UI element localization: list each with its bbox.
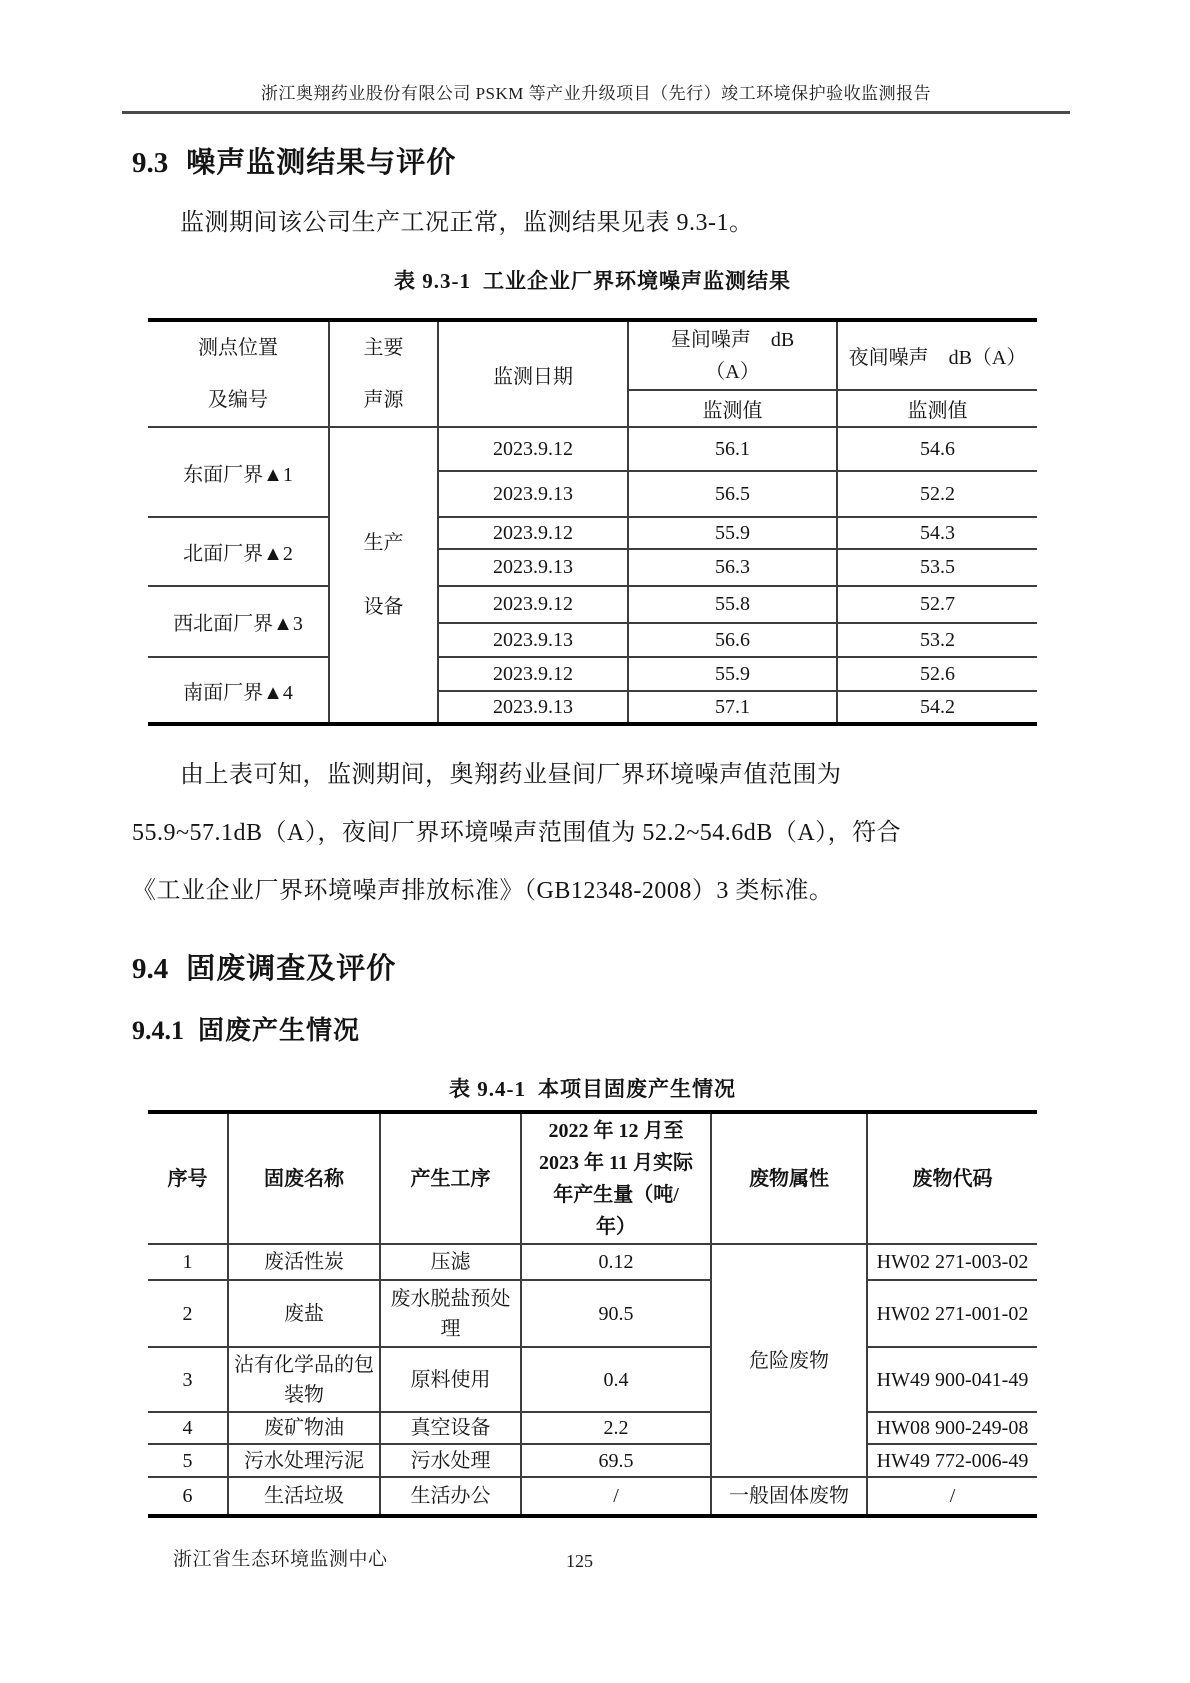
section-9-4-1-heading <box>132 1016 1070 1046</box>
section-title: 噪声监测结果与评价 <box>186 147 457 179</box>
date-cell: 2023.9.12 <box>438 427 628 471</box>
summary-line: 《工业企业厂界环境噪声排放标准》（GB12348-2008）3 类标准。 <box>132 878 834 904</box>
header-cell-day-noise <box>628 320 837 390</box>
section-9-3-heading <box>132 146 1070 180</box>
header-line: 2023 年 11 月实际 <box>539 1151 693 1174</box>
night-value-cell: 54.3 <box>837 517 1037 549</box>
waste-name-cell: 污水处理污泥 <box>228 1444 380 1477</box>
source-line: 设备 <box>363 596 404 618</box>
header-line: 测点位置 <box>198 337 278 359</box>
waste-name-cell: 生活垃圾 <box>228 1477 380 1516</box>
section-9-3-intro-paragraph: 监测期间该公司生产工况正常，监测结果见表 9.3-1。 <box>180 210 754 236</box>
date-cell: 2023.9.13 <box>438 549 628 586</box>
header-rule <box>122 111 1070 114</box>
section-title: 固废产生情况 <box>198 1016 361 1045</box>
date-cell: 2023.9.12 <box>438 586 628 623</box>
header-cell-night-value: 监测值 <box>837 390 1037 427</box>
header-cell-night-noise: 夜间噪声 dB（A） <box>837 320 1037 390</box>
location-cell: 北面厂界▲2 <box>148 517 329 586</box>
header-line: 昼间噪声 dB <box>670 328 795 351</box>
quantity-cell: 0.4 <box>521 1347 711 1412</box>
table-caption-number: 表 9.4-1 <box>449 1077 526 1101</box>
section-title: 固废调查及评价 <box>186 953 397 985</box>
code-cell: HW49 900-041-49 <box>867 1347 1037 1412</box>
noise-summary-paragraph <box>132 746 1070 920</box>
quantity-cell: 69.5 <box>521 1444 711 1477</box>
table-row <box>148 1244 1037 1280</box>
table-row <box>148 1412 1037 1444</box>
noise-monitoring-table <box>148 318 1037 726</box>
section-9-4-heading <box>132 952 1070 986</box>
table-caption-title: 本项目固废产生情况 <box>538 1077 736 1101</box>
code-cell: / <box>867 1477 1037 1516</box>
header-cell-attribute: 废物属性 <box>711 1112 867 1244</box>
solid-waste-table <box>148 1110 1037 1518</box>
summary-line: 由上表可知，监测期间，奥翔药业昼间厂界环境噪声值范围为 <box>180 762 842 788</box>
quantity-cell: 90.5 <box>521 1280 711 1347</box>
header-cell-main-source <box>329 320 438 427</box>
index-cell: 5 <box>148 1444 228 1477</box>
process-cell: 原料使用 <box>380 1347 521 1412</box>
process-cell: 废水脱盐预处理 <box>380 1280 521 1347</box>
day-value-cell: 57.1 <box>628 691 837 724</box>
table-caption-title: 工业企业厂界环境噪声监测结果 <box>483 269 791 293</box>
header-cell-process: 产生工序 <box>380 1112 521 1244</box>
section-number: 9.4 <box>132 953 169 985</box>
table-row <box>148 1280 1037 1347</box>
header-line: 年） <box>596 1215 636 1238</box>
code-cell: HW08 900-249-08 <box>867 1412 1037 1444</box>
noise-table-caption <box>148 268 1037 294</box>
summary-line: 55.9~57.1dB（A），夜间厂界环境噪声范围值为 52.2~54.6dB（A），符合 <box>132 820 902 846</box>
header-line: （A） <box>705 360 760 383</box>
header-cell-day-value: 监测值 <box>628 390 837 427</box>
waste-name-cell: 废矿物油 <box>228 1412 380 1444</box>
waste-name-cell: 沾有化学品的包装物 <box>228 1347 380 1412</box>
day-value-cell: 55.8 <box>628 586 837 623</box>
page-header-title: 浙江奥翔药业股份有限公司 PSKM 等产业升级项目（先行）竣工环境保护验收监测报告 <box>260 84 932 103</box>
table-row <box>148 1347 1037 1412</box>
header-line: 及编号 <box>208 389 268 411</box>
waste-name-cell: 废盐 <box>228 1280 380 1347</box>
quantity-cell: / <box>521 1477 711 1516</box>
night-value-cell: 54.6 <box>837 427 1037 471</box>
header-cell-code: 废物代码 <box>867 1112 1037 1244</box>
header-line: 声源 <box>363 389 404 411</box>
header-line: 主要 <box>363 337 404 359</box>
waste-table-caption <box>148 1076 1037 1102</box>
process-cell: 污水处理 <box>380 1444 521 1477</box>
index-cell: 3 <box>148 1347 228 1412</box>
quantity-cell: 0.12 <box>521 1244 711 1280</box>
night-value-cell: 52.6 <box>837 657 1037 691</box>
location-cell: 西北面厂界▲3 <box>148 586 329 657</box>
night-value-cell: 54.2 <box>837 691 1037 724</box>
location-cell: 南面厂界▲4 <box>148 657 329 724</box>
day-value-cell: 56.6 <box>628 623 837 657</box>
table-row <box>148 1444 1037 1477</box>
code-cell: HW49 772-006-49 <box>867 1444 1037 1477</box>
footer-organization: 浙江省生态环境监测中心 <box>173 1549 388 1570</box>
table-header-row <box>148 1112 1037 1244</box>
footer-page-number: 125 <box>566 1551 593 1571</box>
section-number: 9.4.1 <box>132 1016 184 1045</box>
night-value-cell: 53.2 <box>837 623 1037 657</box>
process-cell: 真空设备 <box>380 1412 521 1444</box>
date-cell: 2023.9.13 <box>438 691 628 724</box>
source-line: 生产 <box>363 532 404 554</box>
header-cell-annual-quantity <box>521 1112 711 1244</box>
process-cell: 生活办公 <box>380 1477 521 1516</box>
table-row <box>148 657 1037 691</box>
date-cell: 2023.9.12 <box>438 657 628 691</box>
header-cell-date: 监测日期 <box>438 320 628 427</box>
header-cell-location <box>148 320 329 427</box>
table-caption-number: 表 9.3-1 <box>394 269 471 293</box>
main-source-cell <box>329 427 438 724</box>
index-cell: 4 <box>148 1412 228 1444</box>
header-line: 2022 年 12 月至 <box>548 1119 684 1142</box>
attribute-cell-general: 一般固体废物 <box>711 1477 867 1516</box>
day-value-cell: 55.9 <box>628 517 837 549</box>
process-cell: 压滤 <box>380 1244 521 1280</box>
code-cell: HW02 271-001-02 <box>867 1280 1037 1347</box>
day-value-cell: 56.1 <box>628 427 837 471</box>
quantity-cell: 2.2 <box>521 1412 711 1444</box>
section-number: 9.3 <box>132 147 169 179</box>
night-value-cell: 52.2 <box>837 471 1037 517</box>
night-value-cell: 53.5 <box>837 549 1037 586</box>
table-row <box>148 586 1037 623</box>
date-cell: 2023.9.12 <box>438 517 628 549</box>
attribute-cell-hazardous: 危险废物 <box>711 1244 867 1477</box>
header-line: 年产生量（吨/ <box>553 1183 679 1206</box>
index-cell: 1 <box>148 1244 228 1280</box>
table-row <box>148 427 1037 471</box>
table-row <box>148 517 1037 549</box>
header-cell-index: 序号 <box>148 1112 228 1244</box>
day-value-cell: 55.9 <box>628 657 837 691</box>
table-row <box>148 1477 1037 1516</box>
index-cell: 2 <box>148 1280 228 1347</box>
night-value-cell: 52.7 <box>837 586 1037 623</box>
code-cell: HW02 271-003-02 <box>867 1244 1037 1280</box>
day-value-cell: 56.5 <box>628 471 837 517</box>
date-cell: 2023.9.13 <box>438 623 628 657</box>
date-cell: 2023.9.13 <box>438 471 628 517</box>
index-cell: 6 <box>148 1477 228 1516</box>
location-cell: 东面厂界▲1 <box>148 427 329 517</box>
table-header-row <box>148 320 1037 390</box>
page-content <box>0 84 1190 1518</box>
waste-name-cell: 废活性炭 <box>228 1244 380 1280</box>
header-cell-waste-name: 固废名称 <box>228 1112 380 1244</box>
day-value-cell: 56.3 <box>628 549 837 586</box>
